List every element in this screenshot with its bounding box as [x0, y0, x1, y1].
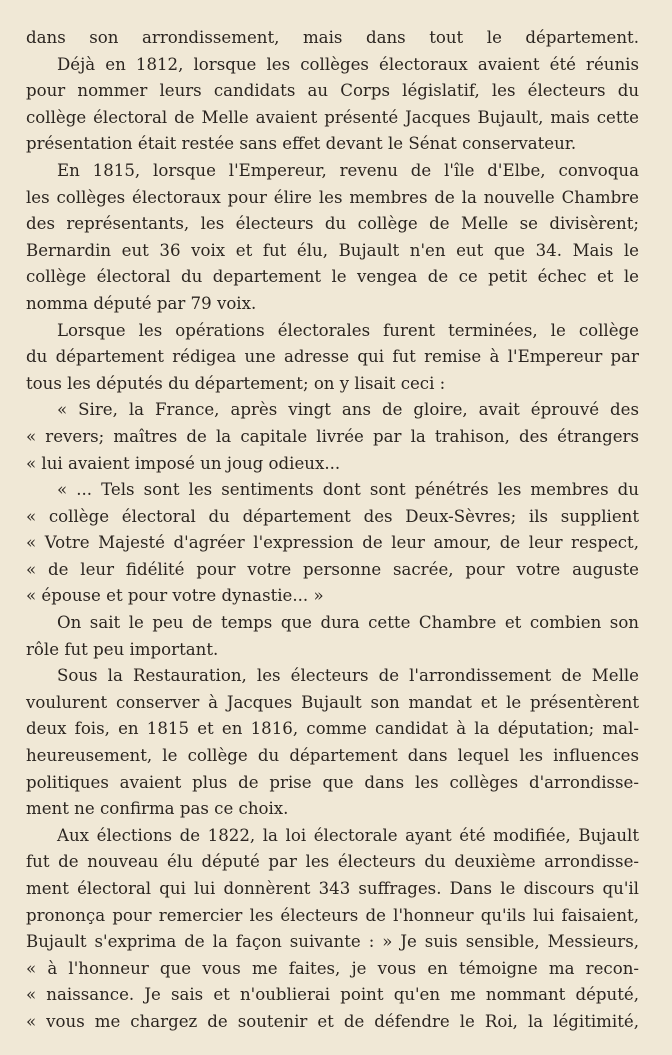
text-line: « lui avaient imposé un joug odieux...: [26, 453, 341, 473]
text-line: dans son arrondissement, mais dans tout le département.: [26, 28, 639, 47]
text-line: Aux élections de 1822, la loi électorale ayant été modifiée, Bujault: [57, 825, 639, 845]
text-line: voulurent conserver à Jacques Bujault son mandat et le présentèrent: [26, 692, 639, 712]
text-line: Sous la Restauration, les électeurs de l'arrondissement de Melle: [57, 666, 639, 686]
text-line: « naissance. Je sais et n'oublierai point qu'en me nommant député,: [26, 985, 639, 1005]
text-line: « ... Tels sont les sentiments dont sont pénétrés les membres du: [57, 480, 639, 500]
text-line: ment électoral qui lui donnèrent 343 suffrages. Dans le discours qu'il: [26, 879, 639, 898]
text-line: les collèges électoraux pour élire les membres de la nouvelle Chambre: [26, 187, 639, 207]
text-line: « collège électoral du département des Deux-Sèvres; ils supplient: [26, 506, 639, 526]
text-line: prononça pour remercier les électeurs de l'honneur qu'ils lui faisaient,: [26, 905, 639, 925]
text-line: des représentants, les électeurs du collège de Melle se divisèrent;: [26, 214, 639, 234]
text-line: « revers; maîtres de la capitale livrée par la trahison, des étrangers: [26, 426, 639, 446]
text-line: heureusement, le collège du département dans lequel les influences: [26, 746, 639, 766]
text-line: ment ne confirma pas ce choix.: [26, 799, 289, 819]
text-line: politiques avaient plus de prise que dans les collèges d'arrondisse-: [26, 772, 639, 792]
text-line: du département rédigea une adresse qui fut remise à l'Empereur par: [26, 347, 639, 367]
text-column: [26, 25, 639, 1036]
text-line: « Votre Majesté d'agréer l'expression de leur amour, de leur respect,: [26, 533, 639, 553]
text-line: nomma député par 79 voix.: [26, 293, 257, 313]
text-line: « Sire, la France, après vingt ans de gloire, avait éprouvé des: [57, 400, 639, 420]
text-line: On sait le peu de temps que dura cette Chambre et combien son: [57, 613, 639, 633]
text-line: fut de nouveau élu député par les électeurs du deuxième arrondisse-: [26, 852, 639, 872]
text-line: présentation était restée sans effet devant le Sénat conservateur.: [26, 134, 577, 154]
text-line: Déjà en 1812, lorsque les collèges électoraux avaient été réunis: [57, 54, 639, 74]
text-line: « à l'honneur que vous me faites, je vous en témoigne ma recon-: [26, 958, 639, 978]
text-line: deux fois, en 1815 et en 1816, comme candidat à la députation; mal-: [26, 719, 639, 739]
text-line: « de leur fidélité pour votre personne sacrée, pour votre auguste: [26, 559, 639, 579]
text-line: pour nommer leurs candidats au Corps législatif, les électeurs du: [26, 81, 639, 101]
text-line: Bujault s'exprima de la façon suivante : » Je suis sensible, Messieurs,: [26, 932, 639, 952]
text-line: tous les députés du département; on y lisait ceci :: [26, 373, 446, 393]
text-line: « épouse et pour votre dynastie... »: [26, 586, 324, 606]
text-line: collège électoral de Melle avaient présenté Jacques Bujault, mais cette: [26, 107, 639, 127]
text-line: Lorsque les opérations électorales furent terminées, le collège: [57, 320, 639, 340]
text-line: collège électoral du departement le vengea de ce petit échec et le: [26, 267, 639, 287]
text-line: rôle fut peu important.: [26, 639, 219, 659]
text-line: Bernardin eut 36 voix et fut élu, Bujault n'en eut que 34. Mais le: [26, 240, 639, 260]
text-line: En 1815, lorsque l'Empereur, revenu de l'île d'Elbe, convoqua: [57, 160, 639, 180]
text-line: « vous me chargez de soutenir et de défendre le Roi, la légitimité,: [26, 1011, 639, 1031]
